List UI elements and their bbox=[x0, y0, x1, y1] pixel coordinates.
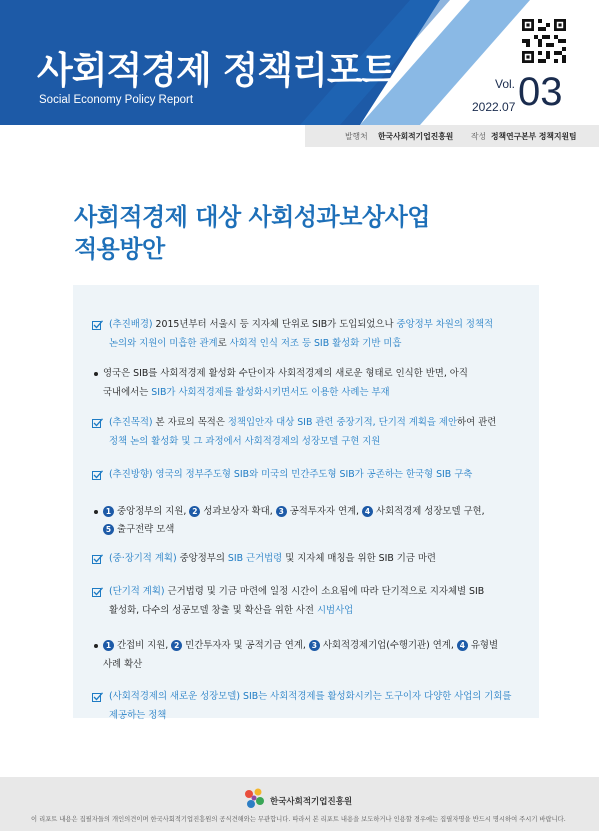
checkbox-icon bbox=[92, 418, 103, 429]
organization-name: 한국사회적기업진흥원 bbox=[270, 797, 353, 807]
organization-logo-icon bbox=[241, 786, 267, 812]
qr-code-icon[interactable] bbox=[522, 19, 566, 63]
summary-subitem-uk-cont: 국내에서는 SIB가 사회적경제를 활성화시키면서도 이용한 사례는 부재 bbox=[103, 387, 390, 398]
document-title-line2: 적용방안 bbox=[74, 235, 165, 263]
document-title-line1: 사회적경제 대상 사회성과보상사업 bbox=[74, 203, 430, 231]
bullet-dot-icon bbox=[94, 510, 98, 514]
summary-item-background-cont: 논의와 지원이 미흡한 관계로 사회적 인식 저조 등 SIB 활성화 기반 미흡 bbox=[109, 338, 402, 349]
summary-item-short-plan: (단기적 계획) 근거법령 및 기금 마련에 일정 시간이 소요됨에 따라 단기적으로 지자체별 SIB bbox=[109, 586, 485, 597]
issuer-label: 발행처 bbox=[345, 132, 368, 141]
summary-item-short-plan-cont: 활성화, 다수의 성공모델 창출 및 확산을 위한 사전 시범사업 bbox=[109, 605, 354, 616]
publisher-bar bbox=[305, 125, 599, 147]
author-name: 정책연구본부 정책지원팀 bbox=[491, 132, 577, 141]
checkbox-icon bbox=[92, 692, 103, 703]
issue-date: 2022.07 bbox=[472, 100, 516, 114]
summary-item-purpose: (추진목적) 본 자료의 목적은 정책입안자 대상 SIB 관련 중장기적, 단기적 계획을 제안하여 관련 bbox=[109, 417, 497, 428]
author-label: 작성 bbox=[471, 132, 487, 141]
summary-item-midlong-plan: (중·장기적 계획) 중앙정부의 SIB 근거법령 및 지자체 매칭을 위한 SIB 기금 마련 bbox=[109, 553, 436, 564]
report-header bbox=[0, 0, 599, 125]
disclaimer-text: 이 리포트 내용은 집필자들의 개인의견이며 한국사회적기업진흥원의 공식견해와는 무관합니다. 따라서 본 리포트 내용을 보도하거나 인용할 경우에는 집필자명을 반드시 명시하여 주시기 바랍니다. bbox=[31, 816, 566, 823]
checkbox-icon bbox=[92, 554, 103, 565]
summary-subitem-short-plan-list: 1 간접비 지원, 2 민간투자자 및 공적기금 연계, 3 사회적경제기업(수행기관) 연계, 4 유형별 bbox=[94, 636, 498, 655]
summary-item-direction: (추진방향) 영국의 정부주도형 SIB와 미국의 민간주도형 SIB가 공존하는 한국형 SIB 구축 bbox=[109, 469, 473, 480]
issuer-name: 한국사회적기업진흥원 bbox=[378, 132, 454, 141]
summary-subitem-uk: 영국은 SIB를 사회적경제 활성화 수단이자 사회적경제의 새로운 형태로 인식한 반면, 아직 bbox=[94, 364, 468, 383]
report-series-title: 사회적경제 정책리포트 bbox=[37, 49, 397, 92]
checkbox-icon bbox=[92, 320, 103, 331]
summary-item-growth-model: (사회적경제의 새로운 성장모델) SIB는 사회적경제를 활성화시키는 도구이자 다양한 사업의 기회를 bbox=[109, 691, 512, 702]
bullet-dot-icon bbox=[94, 644, 98, 648]
report-series-title-en: Social Economy Policy Report bbox=[39, 94, 194, 106]
summary-subitem-direction-list-cont: 5 출구전략 모색 bbox=[103, 520, 174, 539]
summary-subitem-short-plan-list-cont: 사례 확산 bbox=[103, 659, 143, 670]
checkbox-icon bbox=[92, 470, 103, 481]
volume-number: 03 bbox=[518, 70, 563, 114]
bullet-dot-icon bbox=[94, 372, 98, 376]
summary-item-growth-model-cont: 제공하는 정책 bbox=[109, 710, 167, 721]
checkbox-icon bbox=[92, 587, 103, 598]
summary-item-background: (추진배경) 2015년부터 서울시 등 지자체 단위로 SIB가 도입되었으나 중앙정부 차원의 정책적 bbox=[109, 319, 494, 330]
summary-item-purpose-cont: 정책 논의 활성화 및 그 과정에서 사회적경제의 성장모델 구현 지원 bbox=[109, 436, 381, 447]
summary-subitem-direction-list: 1 중앙정부의 지원, 2 성과보상자 확대, 3 공적투자자 연계, 4 사회적경제 성장모델 구현, bbox=[94, 502, 485, 521]
volume-label: Vol. bbox=[495, 77, 516, 91]
